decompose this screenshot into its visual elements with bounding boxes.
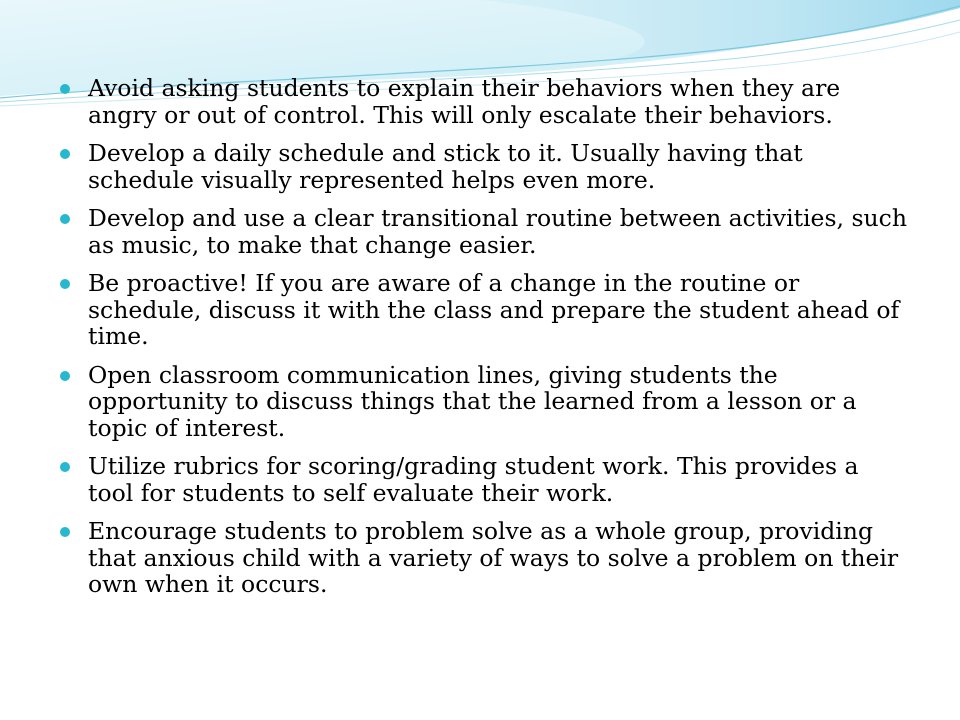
bullet-item (60, 205, 910, 258)
bullet-item (60, 75, 910, 128)
bullet-text: Avoid asking students to explain their behaviors when they are angry or out of control. This will only escalate their behaviors. (88, 74, 841, 129)
bullet-text: Open classroom communication lines, giving students the opportunity to discuss things that the learned from a lesson or a topic of interest. (88, 360, 857, 442)
bullet-text: Utilize rubrics for scoring/grading student work. This provides a tool for students to self evaluate their work. (88, 452, 859, 507)
bullet-text: Develop a daily schedule and stick to it. Usually having that schedule visually represented helps even more. (88, 139, 803, 194)
bullet-dot-icon (60, 214, 70, 224)
bullet-item (60, 362, 910, 442)
bullet-list (60, 75, 910, 610)
bullet-item (60, 140, 910, 193)
bullet-dot-icon (60, 84, 70, 94)
bullet-dot-icon (60, 279, 70, 289)
bullet-dot-icon (60, 149, 70, 159)
bullet-text: Develop and use a clear transitional routine between activities, such as music, to make that change easier. (88, 204, 907, 259)
bullet-text: Encourage students to problem solve as a whole group, providing that anxious child with a variety of ways to solve a problem on their own when it occurs. (88, 517, 899, 598)
bullet-item (60, 518, 910, 598)
bullet-item (60, 270, 910, 350)
bullet-dot-icon (60, 371, 70, 381)
bullet-item (60, 453, 910, 506)
bullet-dot-icon (60, 527, 70, 537)
bullet-text: Be proactive! If you are aware of a change in the routine or schedule, discuss it with the class and prepare the student ahead of time. (88, 269, 900, 350)
bullet-dot-icon (60, 462, 70, 472)
